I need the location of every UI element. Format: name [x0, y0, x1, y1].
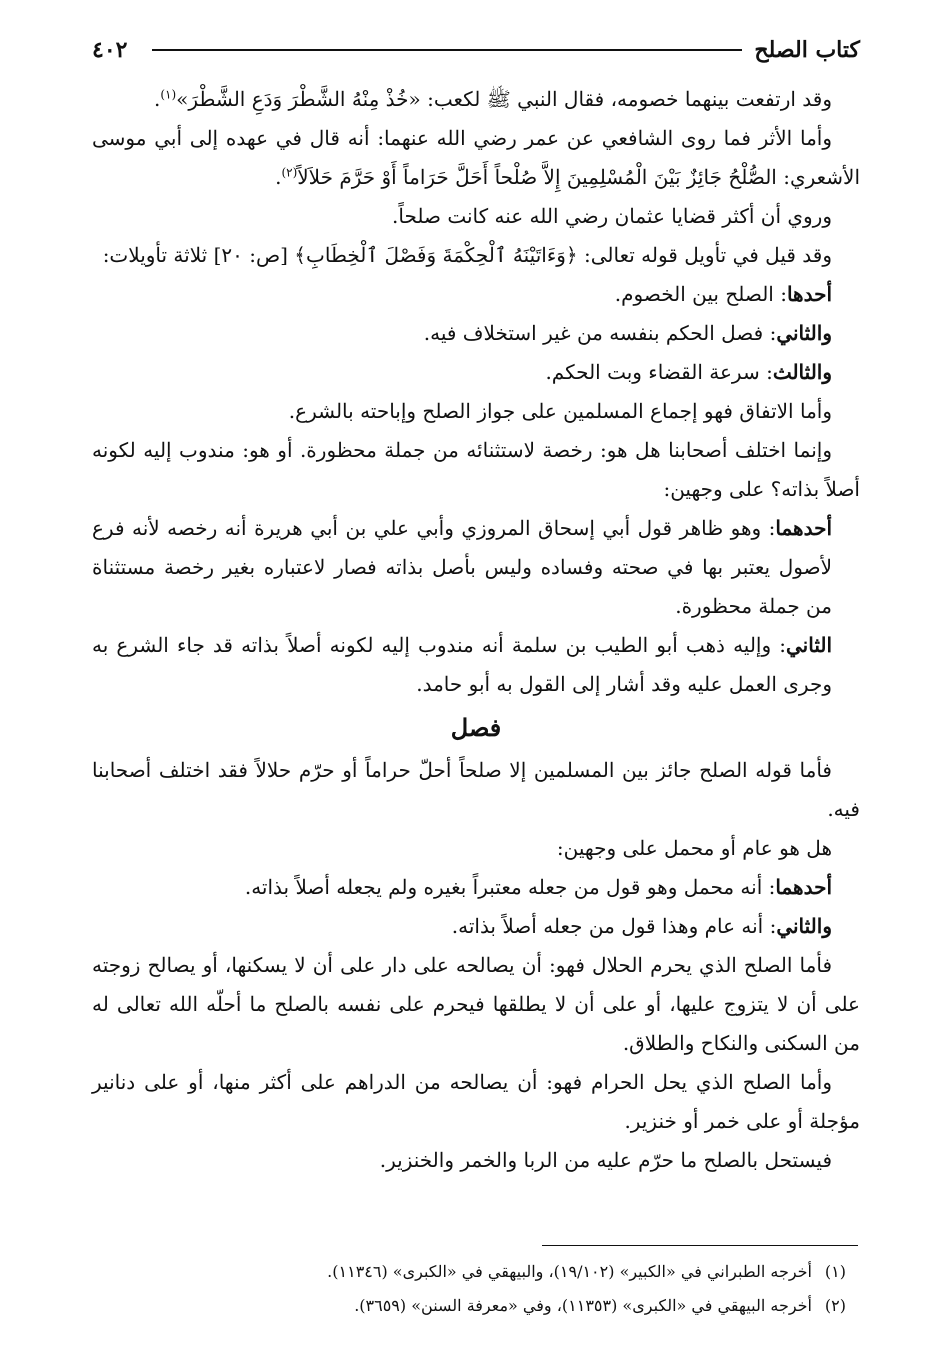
sentence-end: . — [275, 165, 282, 189]
page-number: ٤٠٢ — [92, 37, 128, 63]
footnote-ref[interactable]: (١) — [160, 87, 177, 102]
paragraph — [92, 946, 860, 1063]
book-title: كتاب الصلح — [754, 37, 860, 63]
section-heading: فصل — [450, 713, 502, 742]
paragraph-text: وأما الاتفاق فهو إجماع المسلمين على جواز الصلح وإباحته بالشرع. — [288, 399, 832, 423]
paragraph — [92, 119, 860, 197]
paragraph — [92, 236, 860, 275]
paragraph — [92, 1141, 860, 1180]
paragraph-label: أحدها — [786, 282, 832, 306]
paragraph — [92, 1063, 860, 1141]
header-rule — [152, 49, 742, 51]
page-header — [92, 30, 860, 70]
paragraph-text: فيستحل بالصلح ما حرّم عليه من الربا والخمر والخنزير. — [379, 1148, 832, 1172]
paragraph — [92, 197, 860, 236]
paragraph-text: : الصلح بين الخصوم. — [614, 282, 787, 306]
paragraph-label: أحدهما — [775, 516, 832, 540]
paragraph-text: : وإليه ذهب أبو الطيب بن سلمة أنه مندوب إليه لكونه أصلاً بذاته قد جاء الشرع به وجرى العمل عليه وقد أشار إلى القول به أبو حامد. — [92, 633, 832, 696]
labeled-paragraph — [92, 509, 860, 626]
paragraph-text: وروي أن أكثر قضايا عثمان رضي الله عنه كانت صلحاً. — [392, 204, 832, 228]
labeled-paragraph — [92, 626, 860, 704]
labeled-paragraph — [92, 353, 860, 392]
paragraph-text: : فصل الحكم بنفسه من غير استخلاف فيه. — [423, 321, 777, 345]
paragraph-text: فأما الصلح الذي يحرم الحلال فهو: أن يصالحه على دار على أن لا يسكنها، أو يصالح زوجته على أن لا يتزوج عليها، أو على أن لا يطلقها فيحرم على نفسه بالصلح ما أحلّه الله تعالى له من السكنى والنكاح والطلاق. — [92, 953, 860, 1055]
paragraph — [92, 751, 860, 829]
paragraph-label: والثالث — [772, 360, 832, 384]
footnote-text: أخرجه البيهقي في «الكبرى» (١١٣٥٣)، وفي «معرفة السنن» (٣٦٥٩). — [354, 1296, 812, 1315]
footnote-text: أخرجه الطبراني في «الكبير» (١٩/١٠٢)، والبيهقي في «الكبرى» (١١٣٤٦). — [327, 1262, 812, 1281]
footnote — [98, 1255, 858, 1289]
page-body — [92, 80, 860, 1180]
paragraph-text: : سرعة القضاء وبت الحكم. — [545, 360, 773, 384]
sentence-end: . — [153, 87, 161, 111]
paragraph-label: الثاني — [785, 633, 832, 657]
paragraph-text: : أنه محمل وهو قول من جعله معتبراً بغيره ولم يجعله أصلاً بذاته. — [244, 875, 776, 899]
paragraph-text: وأما الأثر فما روى الشافعي عن عمر رضي الله عنهما: أنه قال في عهده إلى أبي موسى الأشعري: الصُّلْحُ جَائِزٌ بَيْنَ الْمُسْلِمِينَ إِلاَّ صُلْحاً أَحَلَّ حَرَاماً أَوْ حَرَّمَ حَلاَلاً — [92, 126, 860, 189]
paragraph — [92, 431, 860, 509]
paragraph-text: وقد قيل في تأويل قوله تعالى: ﴿وَءَاتَيْنَهُ ٱلْحِكْمَةَ وَفَصْلَ ٱلْخِطَابِ﴾ [ص: ٢٠] ثلاثة تأويلات: — [102, 243, 832, 267]
labeled-paragraph — [92, 868, 860, 907]
labeled-paragraph — [92, 275, 860, 314]
paragraph-label: أحدهما — [775, 875, 832, 899]
paragraph-text: وأما الصلح الذي يحل الحرام فهو: أن يصالحه من الدراهم على أكثر منها، أو على دنانير مؤجلة أو على خمر أو خنزير. — [92, 1070, 860, 1133]
footnote-ref[interactable]: (٢) — [281, 165, 298, 180]
footnote-separator — [542, 1245, 858, 1246]
paragraph-label: والثاني — [776, 321, 832, 345]
labeled-paragraph — [92, 314, 860, 353]
paragraph-text: وقد ارتفعت بينهما خصومه، فقال النبي ﷺ لكعب: «خُذْ مِنْهُ الشَّطْرَ وَدَعِ الشَّطْرَ» — [176, 87, 832, 111]
footnotes — [98, 1255, 858, 1323]
paragraph-text: : وهو ظاهر قول أبي إسحاق المروزي وأبي علي بن أبي هريرة أنه رخصه لأنه فرع لأصول يعتبر بها في صحته وفساده وليس بأصل بذاته فصار لاعتباره بغير رخصة مستثناة من جملة محظورة. — [92, 516, 832, 618]
labeled-paragraph — [92, 907, 860, 946]
footnote-number: (٢) — [824, 1296, 846, 1315]
paragraph-label: والثاني — [776, 914, 832, 938]
paragraph — [92, 829, 860, 868]
paragraph-text: هل هو عام أو محمل على وجهين: — [556, 836, 832, 860]
paragraph — [92, 80, 860, 119]
footnote-number: (١) — [824, 1262, 846, 1281]
paragraph-text: وإنما اختلف أصحابنا هل هو: رخصة لاستثنائه من جملة محظورة. أو هو: مندوب إليه لكونه أصلاً بذاته؟ على وجهين: — [92, 438, 860, 501]
footnote — [98, 1289, 858, 1323]
paragraph-text: : أنه عام وهذا قول من جعله أصلاً بذاته. — [451, 914, 777, 938]
paragraph-text: فأما قوله الصلح جائز بين المسلمين إلا صلحاً أحلّ حراماً أو حرّم حلالاً فقد اختلف أصحابنا فيه. — [92, 758, 860, 821]
paragraph — [92, 392, 860, 431]
